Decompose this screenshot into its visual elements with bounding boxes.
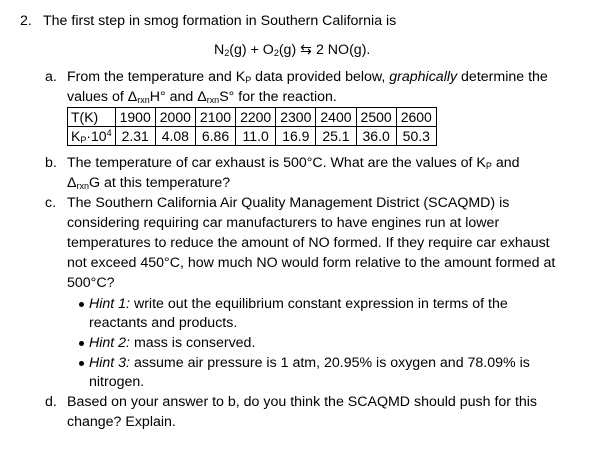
table-cell: 2000 bbox=[155, 108, 195, 127]
table-cell: 36.0 bbox=[356, 127, 396, 146]
table-row-temperature bbox=[68, 108, 437, 127]
part-c-line: not exceed 450°C, how much NO would form relative to the amount formed at bbox=[67, 255, 556, 271]
table-cell: 2400 bbox=[316, 108, 356, 127]
table-header-kp: $K_P\cdot 10^4$ bbox=[68, 127, 116, 146]
part-b-line2: $\Delta_{rxn}G$ at this temperature? bbox=[67, 175, 231, 191]
reaction-equation bbox=[214, 40, 370, 60]
equilibrium-arrow-icon: ⇆ bbox=[300, 42, 313, 58]
table-cell: 4.08 bbox=[155, 127, 195, 146]
part-c-line: The Southern California Air Quality Management District (SCAQMD) is bbox=[67, 195, 510, 211]
table-cell: 2200 bbox=[236, 108, 276, 127]
eq-product: 2 NO(g). bbox=[315, 42, 371, 58]
table-cell: 2300 bbox=[276, 108, 316, 127]
part-c-line: temperatures to reduce the amount of NO formed. If they require car exhaust bbox=[67, 235, 550, 251]
part-d-line: Based on your answer to b, do you think the SCAQMD should push for this bbox=[67, 394, 538, 410]
kp-data-table bbox=[67, 107, 437, 146]
table-cell: 16.9 bbox=[276, 127, 316, 146]
eq-reactant-end: (g) bbox=[278, 42, 297, 58]
eq-sub-o: 2 bbox=[273, 48, 279, 58]
hint-3-cont: nitrogen. bbox=[89, 374, 145, 390]
part-a-line2: values of $\Delta_{rxn}H^\circ$ and $\Delta_{rxn}S^\circ$ for the reaction. bbox=[67, 89, 337, 105]
table-header-temperature: T(K) bbox=[68, 108, 116, 127]
table-cell: 2600 bbox=[396, 108, 436, 127]
part-a-label: a. bbox=[45, 69, 57, 85]
eq-sub-n: 2 bbox=[224, 48, 230, 58]
hint-1-cont: reactants and products. bbox=[89, 315, 238, 331]
table-cell: 2500 bbox=[356, 108, 396, 127]
table-cell: 50.3 bbox=[396, 127, 436, 146]
part-b-label: b. bbox=[45, 155, 57, 171]
bullet-icon bbox=[79, 361, 84, 366]
eq-reactant-n: N bbox=[214, 42, 225, 58]
part-c-label: c. bbox=[45, 195, 57, 211]
problem-intro: The first step in smog formation in Southern California is bbox=[43, 13, 397, 29]
table-row-kp bbox=[68, 127, 437, 146]
part-b-line1: The temperature of car exhaust is 500°C. What are the values of $K_P$ and bbox=[67, 155, 520, 171]
table-cell: 2100 bbox=[195, 108, 235, 127]
hint-1: Hint 1: write out the equilibrium constant expression in terms of the bbox=[89, 296, 508, 312]
bullet-icon bbox=[79, 341, 84, 346]
part-d-label: d. bbox=[45, 394, 57, 410]
part-c-line: considering requiring car manufacturers to have engines run at lower bbox=[67, 215, 500, 231]
table-cell: 25.1 bbox=[316, 127, 356, 146]
table-cell: 2.31 bbox=[115, 127, 155, 146]
bullet-icon bbox=[79, 302, 84, 307]
hint-2: Hint 2: mass is conserved. bbox=[89, 335, 256, 351]
problem-number: 2. bbox=[20, 13, 32, 29]
part-c-line: 500°C? bbox=[67, 275, 115, 291]
part-a-line1: From the temperature and $K_P$ data provided below, graphically determine the bbox=[67, 69, 548, 85]
part-d-line: change? Explain. bbox=[67, 414, 176, 430]
hint-3: Hint 3: assume air pressure is 1 atm, 20.95% is oxygen and 78.09% is bbox=[89, 355, 530, 371]
table-cell: 6.86 bbox=[195, 127, 235, 146]
table-cell: 1900 bbox=[115, 108, 155, 127]
table-cell: 11.0 bbox=[236, 127, 276, 146]
eq-reactant-o: (g) + O bbox=[229, 42, 274, 58]
